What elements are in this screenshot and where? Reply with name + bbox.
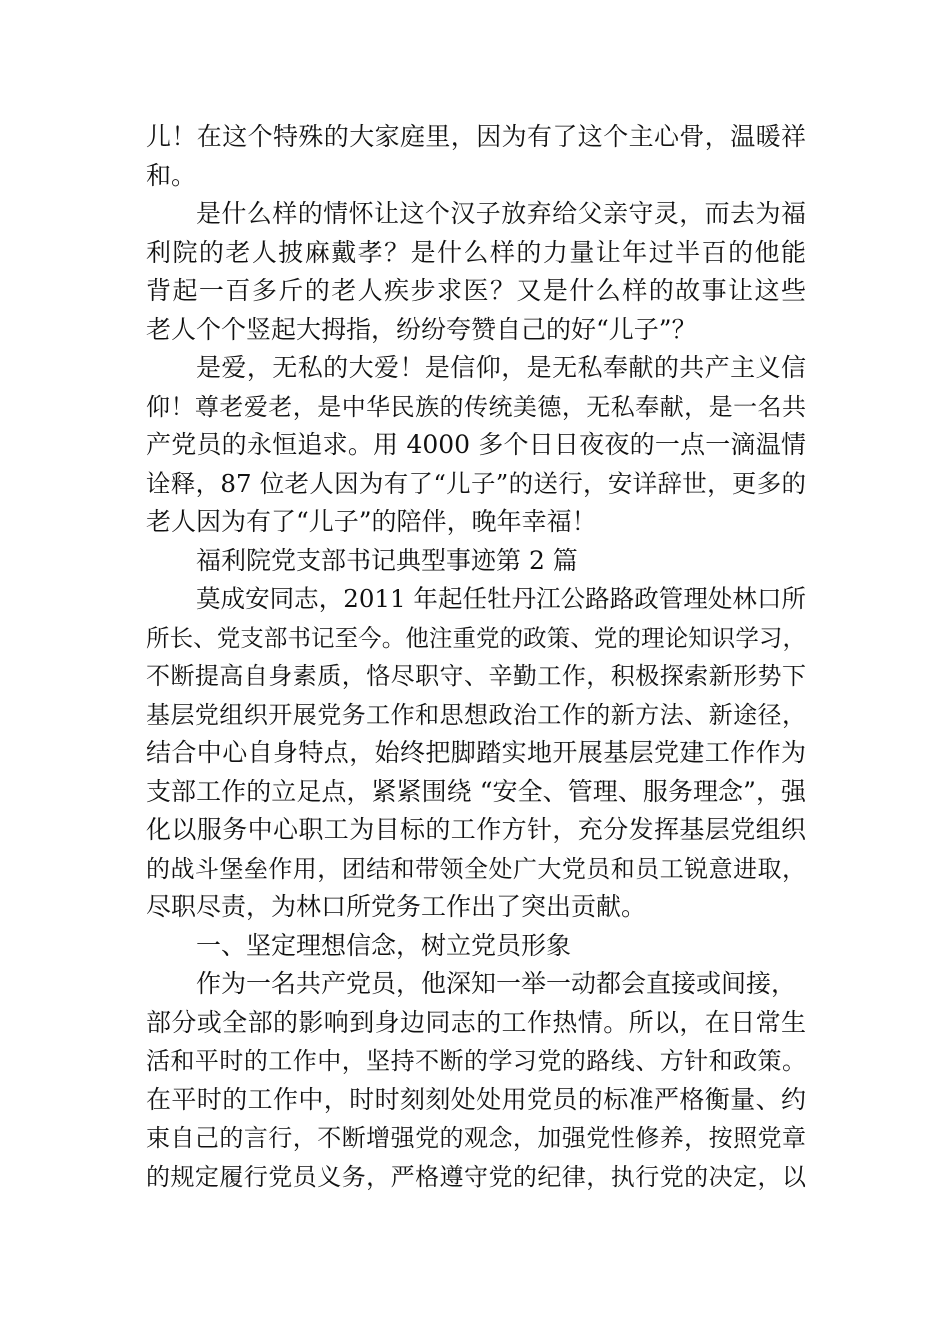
text-line: 作为一名共产党员，他深知一举一动都会直接或间接， [196, 969, 797, 998]
text-line: 老人个个竖起大拇指，纷纷夸赞自己的好“儿子”？ [146, 314, 697, 344]
text-line: 莫成安同志，2011 年起任牡丹江公路路政管理处林口所 [196, 584, 806, 613]
text-line: 背起一百多斤的老人疾步求医？又是什么样的故事让这些 [146, 276, 806, 305]
text-line: 所长、党支部书记至今。他注重党的政策、党的理论知识学习， [146, 623, 806, 652]
text-line: 福利院党支部书记典型事迹第 2 篇 [196, 545, 578, 575]
text-line: 是爱，无私的大爱！是信仰，是无私奉献的共产主义信 [196, 353, 806, 382]
text-line: 部分或全部的影响到身边同志的工作热情。所以，在日常生 [146, 1007, 806, 1037]
text-line: 的规定履行党员义务，严格遵守党的纪律，执行党的决定，以 [146, 1162, 806, 1191]
text-line: 支部工作的立足点，紧紧围绕 “安全、管理、服务理念”，强 [146, 776, 806, 806]
document-body [146, 118, 806, 1196]
text-line: 在平时的工作中，时时刻刻处处用党员的标准严格衡量、约 [146, 1084, 806, 1114]
text-line: 诠释，87 位老人因为有了“儿子”的送行，安详辞世，更多的 [146, 468, 806, 498]
text-line: 尽职尽责，为林口所党务工作出了突出贡献。 [146, 892, 647, 921]
text-line: 化以服务中心职工为目标的工作方针，充分发挥基层党组织 [146, 815, 806, 844]
text-line: 一、坚定理想信念，树立党员形象 [196, 930, 572, 960]
text-line: 是什么样的情怀让这个汉子放弃给父亲守灵，而去为福 [196, 199, 806, 228]
text-line: 结合中心自身特点，始终把脚踏实地开展基层党建工作作为 [146, 738, 806, 767]
text-line: 束自己的言行，不断增强党的观念，加强党性修养，按照党章 [146, 1124, 806, 1152]
text-line: 基层党组织开展党务工作和思想政治工作的新方法、新途径， [146, 700, 806, 729]
text-line: 和。 [146, 160, 197, 190]
text-line: 的战斗堡垒作用，团结和带领全处广大党员和员工锐意进取， [146, 854, 806, 883]
text-line: 老人因为有了“儿子”的陪伴，晚年幸福！ [146, 507, 597, 536]
text-line: 活和平时的工作中，坚持不断的学习党的路线、方针和政策。 [146, 1047, 806, 1075]
text-line: 仰！尊老爱老，是中华民族的传统美德，无私奉献，是一名共 [146, 392, 806, 421]
text-line: 产党员的永恒追求。用 4000 多个日日夜夜的一点一滴温情 [146, 430, 806, 459]
text-line: 不断提高自身素质，恪尽职守、辛勤工作，积极探索新形势下 [146, 662, 806, 690]
text-line: 儿！在这个特殊的大家庭里，因为有了这个主心骨，温暖祥 [146, 122, 806, 151]
text-line: 利院的老人披麻戴孝？是什么样的力量让年过半百的他能 [146, 237, 806, 267]
